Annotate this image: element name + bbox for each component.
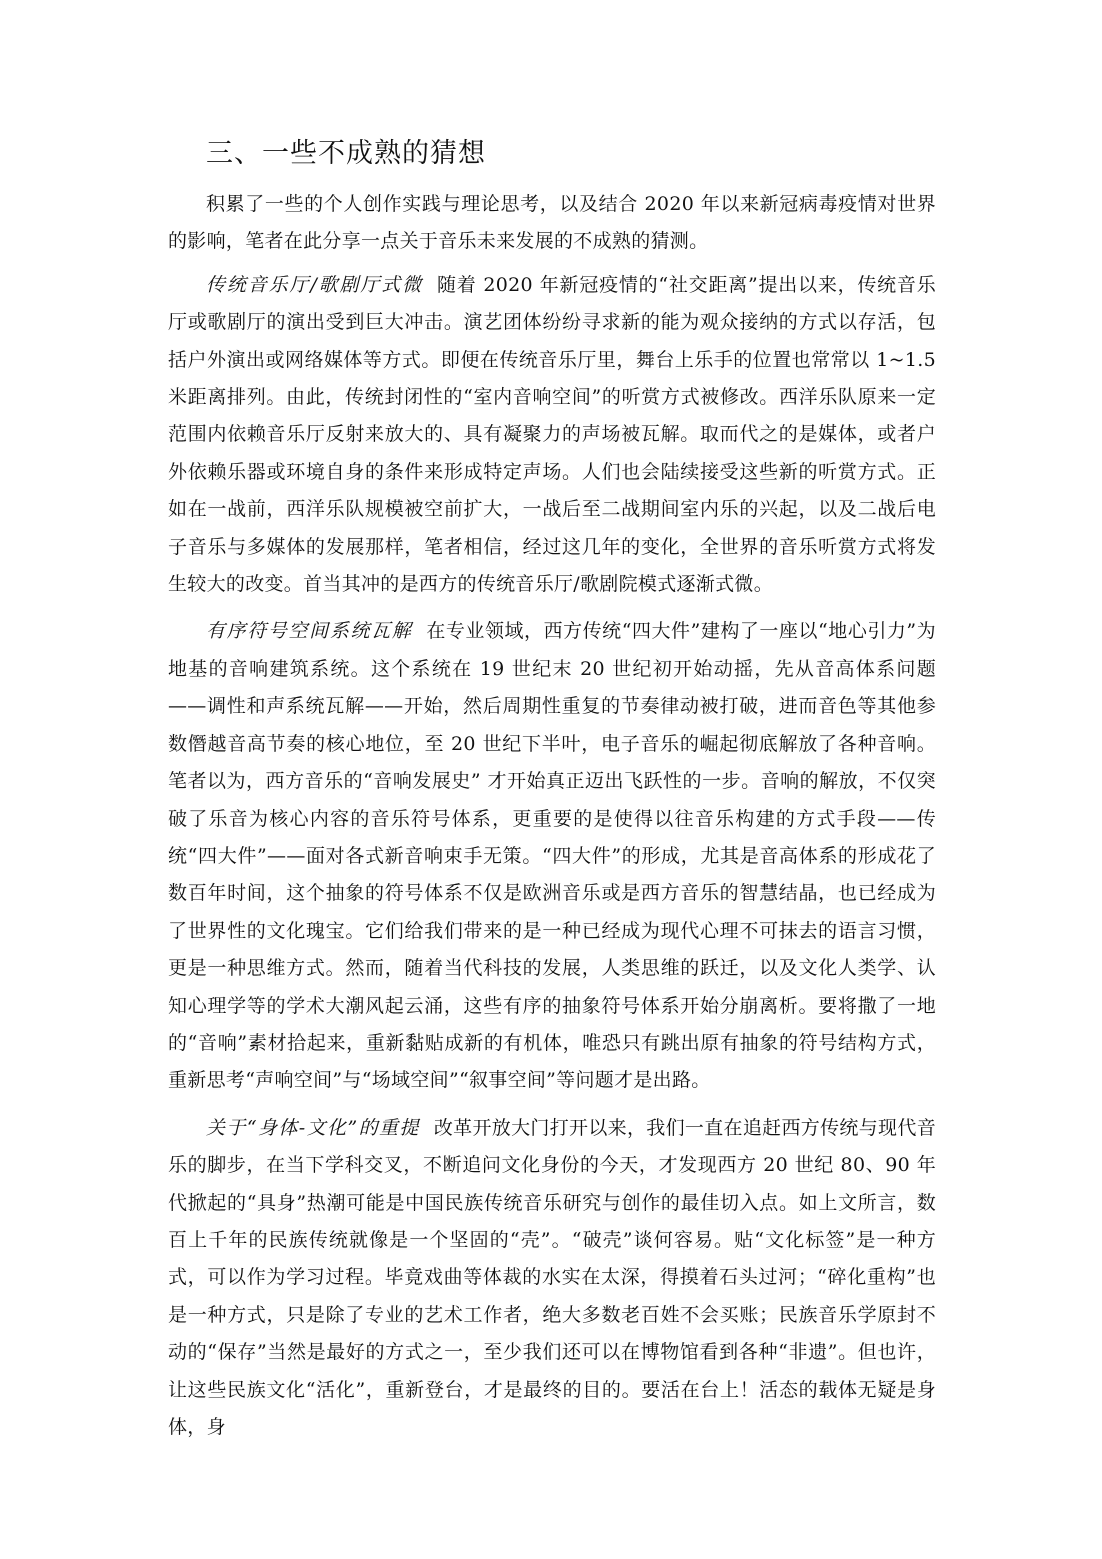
section-heading: 三、一些不成熟的猜想	[206, 138, 486, 169]
intro-paragraph: 积累了一些的个人创作实践与理论思考，以及结合 2020 年以来新冠病毒疫情对世界的影响，笔者在此分享一点关于音乐未来发展的不成熟的猜测。	[168, 193, 936, 253]
paragraph-body: 改革开放大门打开以来，我们一直在追赶西方传统与现代音乐的脚步，在当下学科交叉，不断追问文化身份的今天，才发现西方 20 世纪 80、90 年代掀起的“具身”热潮可能是中国民族传统音乐研究与创作的最佳切入点。如上文所言，数百上千年的民族传统就像是一个坚固的“壳”。“破壳”谈何容易。贴“文化标签”是一种方式，可以作为学习过程。毕竟戏曲等体裁的水实在太深，得摸着石头过河；“碎化重构”也是一种方式，只是除了专业的艺术工作者，绝大多数老百姓不会买账；民族音乐学原封不动的“保存”当然是最好的方式之一，至少我们还可以在博物馆看到各种“非遗”。但也许，让这些民族文化“活化”，重新登台，才是最终的目的。要活在台上！活态的载体无疑是身体，身	[168, 1116, 936, 1438]
paragraph-title: 传统音乐厅/歌剧厅式微	[206, 273, 424, 296]
paragraph-symbol-system-collapse	[168, 613, 936, 1099]
paragraph-concert-hall-decline	[168, 267, 936, 604]
document-page	[168, 130, 936, 1456]
paragraph-title: 有序符号空间系统瓦解	[206, 620, 413, 643]
paragraph-title: 关于“身体-文化”的重提	[206, 1116, 420, 1139]
paragraph-body: 随着 2020 年新冠疫情的“社交距离”提出以来，传统音乐厅或歌剧厅的演出受到巨大冲击。演艺团体纷纷寻求新的能为观众接纳的方式以存活，包括户外演出或网络媒体等方式。即便在传统音乐厅里，舞台上乐手的位置也常常以 1~1.5 米距离排列。由此，传统封闭性的“室内音响空间”的听赏方式被修改。西洋乐队原来一定范围内依赖音乐厅反射来放大的、具有凝聚力的声场被瓦解。取而代之的是媒体，或者户外依赖乐器或环境自身的条件来形成特定声场。人们也会陆续接受这些新的听赏方式。正如在一战前，西洋乐队规模被空前扩大，一战后至二战期间室内乐的兴起，以及二战后电子音乐与多媒体的发展那样，笔者相信，经过这几年的变化，全世界的音乐听赏方式将发生较大的改变。首当其冲的是西方的传统音乐厅/歌剧院模式逐渐式微。	[168, 273, 936, 596]
paragraph-body: 在专业领域，西方传统“四大件”建构了一座以“地心引力”为地基的音响建筑系统。这个系统在 19 世纪末 20 世纪初开始动摇，先从音高体系问题——调性和声系统瓦解——开始，然后周期性重复的节奏律动被打破，进而音色等其他参数僭越音高节奏的核心地位，至 20 世纪下半叶，电子音乐的崛起彻底解放了各种音响。笔者以为，西方音乐的“音响发展史” 才开始真正迈出飞跃性的一步。音响的解放，不仅突破了乐音为核心内容的音乐符号体系，更重要的是使得以往音乐构建的方式手段——传统“四大件”——面对各式新音响束手无策。“四大件”的形成，尤其是音高体系的形成花了数百年时间，这个抽象的符号体系不仅是欧洲音乐或是西方音乐的智慧结晶，也已经成为了世界性的文化瑰宝。它们给我们带来的是一种已经成为现代心理不可抹去的语言习惯，更是一种思维方式。然而，随着当代科技的发展，人类思维的跃迁，以及文化人类学、认知心理学等的学术大潮风起云涌，这些有序的抽象符号体系开始分崩离析。要将撒了一地的“音响”素材拾起来，重新黏贴成新的有机体，唯恐只有跳出原有抽象的符号结构方式，重新思考“声响空间”与“场域空间”“叙事空间”等问题才是出路。	[168, 620, 936, 1092]
paragraph-body-culture	[168, 1110, 936, 1447]
